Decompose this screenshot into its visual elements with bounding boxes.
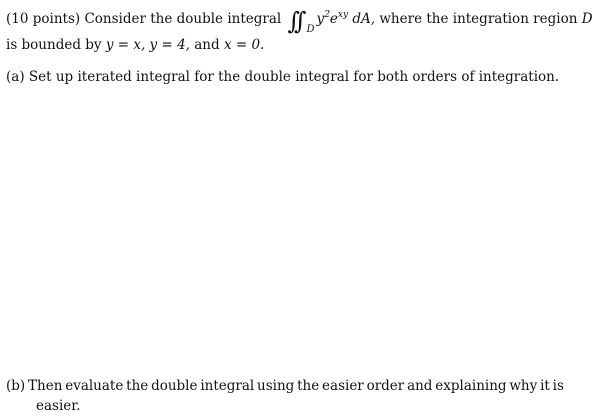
bounds-math-2: x = 0. <box>223 37 265 53</box>
part-b-word: and <box>407 378 433 394</box>
part-b-line1 <box>6 377 566 395</box>
part-b-word: integral <box>200 378 255 394</box>
part-b-word: order <box>366 378 405 394</box>
part-b-line2 <box>36 397 81 415</box>
integrand: $y^2e^{xy}$ <box>316 10 349 27</box>
bounded-text: is bounded by <box>6 37 102 53</box>
after-integral-text: where the integration region <box>379 11 578 27</box>
part-b-justified-row <box>6 377 564 395</box>
part-b-word: it <box>540 378 550 394</box>
part-b-word: easier <box>322 378 364 394</box>
bounds-and: and <box>194 37 220 53</box>
integral-region-subscript: D <box>306 24 315 35</box>
problem-statement-line2 <box>6 36 264 54</box>
part-b-word: double <box>151 378 198 394</box>
part-b-word: the <box>297 378 320 394</box>
part-b-label: (b) <box>6 378 26 394</box>
double-integral-symbol: ∫∫ <box>287 7 301 35</box>
differential: dA, <box>352 11 376 27</box>
part-b-word: Then <box>28 378 63 394</box>
part-b-text-line2: easier. <box>36 398 81 414</box>
part-a <box>6 68 559 86</box>
part-b-word: is <box>552 378 564 394</box>
part-b-word: using <box>257 378 295 394</box>
bounds-math-1: y = x, y = 4, <box>105 37 190 53</box>
intro-text: Consider the double integral <box>84 11 282 27</box>
points-label: (10 points) <box>6 11 81 27</box>
part-a-label: (a) <box>6 69 25 85</box>
problem-statement-line1 <box>6 7 593 35</box>
part-b-word: evaluate <box>65 378 124 394</box>
part-a-text: Set up iterated integral for the double integral for both orders of integration. <box>28 69 560 85</box>
part-b-word: explaining <box>435 378 507 394</box>
part-b-word: why <box>509 378 538 394</box>
region-name: D <box>581 11 593 27</box>
part-b-word: the <box>126 378 149 394</box>
